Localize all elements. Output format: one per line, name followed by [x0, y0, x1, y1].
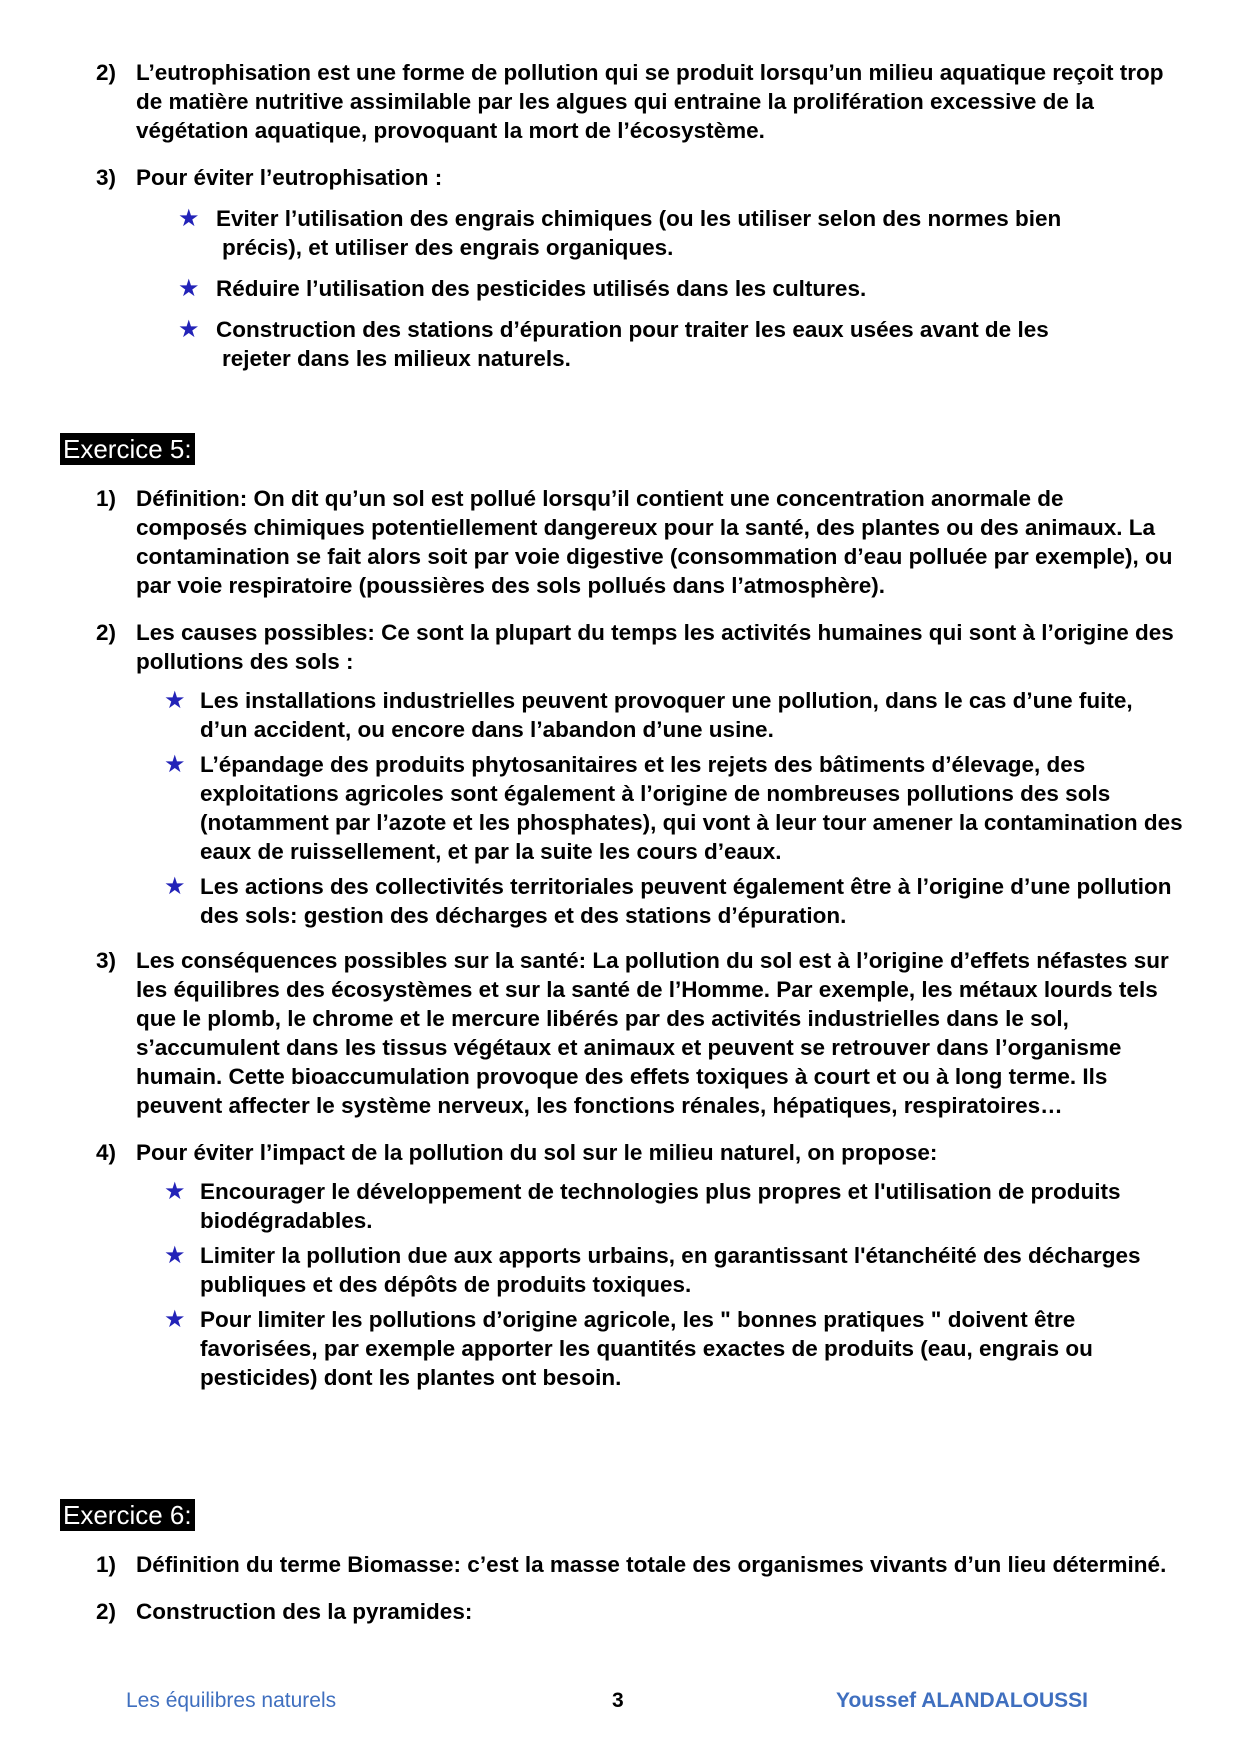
- star-icon: ★: [164, 873, 186, 900]
- star-icon: ★: [178, 316, 200, 343]
- item-text: Construction des la pyramides:: [136, 1599, 473, 1624]
- list-item-text: Eviter l’utilisation des engrais chimiques (ou les utiliser selon des normes bien: [216, 206, 1062, 231]
- list-item: [0, 315, 1240, 373]
- item-number: 2): [96, 60, 117, 85]
- item-text: L’eutrophisation est une forme de pollution qui se produit lorsqu’un milieu aquatique reçoit trop de matière nutritive assimilable par les algues qui entraine la prolifération excessive de la végétation aquatique, provoquant la mort de l’écosystème.: [136, 60, 1164, 143]
- answer-item: [0, 163, 1240, 192]
- list-item: [0, 686, 1240, 744]
- item-text: Pour éviter l’eutrophisation :: [136, 165, 443, 190]
- answer-item: [0, 1597, 1240, 1626]
- page-footer: [0, 1686, 1240, 1716]
- star-icon: ★: [164, 1242, 186, 1269]
- list-item: [0, 274, 1240, 303]
- list-item: [0, 1241, 1240, 1299]
- list-item-text: Pour limiter les pollutions d’origine agricole, les " bonnes pratiques " doivent être favorisées, par exemple apporter les quantités exactes de produits (eau, engrais ou pesticides) dont les plantes ont besoin.: [200, 1307, 1093, 1390]
- answer-item: [0, 946, 1240, 1120]
- item-text: Définition: On dit qu’un sol est pollué lorsqu’il contient une concentration anormale de composés chimiques potentiellement dangereux pour la santé, des plantes ou des animaux. La contamination se fait alors soit par voie digestive (consommation d’eau polluée par exemple), ou par voie respiratoire (poussières des sols pollués dans l’atmosphère).: [136, 486, 1173, 598]
- list-item-text: Construction des stations d’épuration pour traiter les eaux usées avant de les: [216, 317, 1049, 342]
- bullet-list: [0, 686, 1240, 930]
- list-item-text: Les installations industrielles peuvent provoquer une pollution, dans le cas d’une fuite, d’un accident, ou encore dans l’abandon d’une usine.: [200, 688, 1133, 742]
- item-number: 1): [96, 486, 117, 511]
- item-text: Les causes possibles: Ce sont la plupart du temps les activités humaines qui sont à l’origine des pollutions des sols :: [136, 620, 1174, 674]
- list-item-text-continued: précis), et utiliser des engrais organiques.: [222, 235, 674, 260]
- answer-item: [0, 618, 1240, 676]
- star-icon: ★: [178, 275, 200, 302]
- list-item: [0, 204, 1240, 262]
- list-item: [0, 1305, 1240, 1392]
- answer-item: [0, 58, 1240, 145]
- item-text: Définition du terme Biomasse: c’est la masse totale des organismes vivants d’un lieu déterminé.: [136, 1552, 1167, 1577]
- item-number: 3): [96, 948, 117, 973]
- star-icon: ★: [164, 687, 186, 714]
- list-item-text-continued: rejeter dans les milieux naturels.: [222, 346, 571, 371]
- item-number: 1): [96, 1552, 117, 1577]
- item-text: Les conséquences possibles sur la santé: La pollution du sol est à l’origine d’effets néfastes sur les équilibres des écosystèmes et sur la santé de l’Homme. Par exemple, les métaux lourds tels que le plomb, le chrome et le mercure libérés par des activités industrielles dans le sol, s’accumulent dans les tissus végétaux et animaux et peuvent se retrouver dans l’organisme humain. Cette bioaccumulation provoque des effets toxiques à court et ou à long terme. Ils peuvent affecter le système nerveux, les fonctions rénales, hépatiques, respiratoires…: [136, 948, 1169, 1118]
- list-item-text: Encourager le développement de technologies plus propres et l'utilisation de produits biodégradables.: [200, 1179, 1121, 1233]
- exercise-6-section: [0, 1550, 1240, 1644]
- item-number: 4): [96, 1140, 117, 1165]
- list-item-text: Limiter la pollution due aux apports urbains, en garantissant l'étanchéité des décharges publiques et des dépôts de produits toxiques.: [200, 1243, 1141, 1297]
- star-icon: ★: [164, 751, 186, 778]
- page-number: 3: [612, 1689, 624, 1712]
- star-icon: ★: [164, 1306, 186, 1333]
- answer-item: [0, 484, 1240, 600]
- exercise-5-heading: Exercice 5:: [60, 433, 195, 465]
- list-item-text: Les actions des collectivités territoriales peuvent également être à l’origine d’une pollution des sols: gestion des décharges et des stations d’épuration.: [200, 874, 1172, 928]
- item-number: 2): [96, 620, 117, 645]
- list-item: [0, 1177, 1240, 1235]
- item-number: 3): [96, 165, 117, 190]
- star-icon: ★: [164, 1178, 186, 1205]
- answer-item: [0, 1138, 1240, 1167]
- list-item: [0, 872, 1240, 930]
- list-item-text: L’épandage des produits phytosanitaires et les rejets des bâtiments d’élevage, des exploitations agricoles sont également à l’origine de nombreuses pollutions des sols (notamment par l’azote et les phosphates), qui vont à leur tour amener la contamination des eaux de ruissellement, et par la suite les cours d’eaux.: [200, 752, 1183, 864]
- star-icon: ★: [178, 205, 200, 232]
- answer-item: [0, 1550, 1240, 1579]
- exercise-6-heading: Exercice 6:: [60, 1499, 195, 1531]
- bullet-list: [0, 204, 1240, 373]
- footer-author: Youssef ALANDALOUSSI: [836, 1689, 1089, 1712]
- exercise-4-continuation: [0, 58, 1240, 385]
- item-number: 2): [96, 1599, 117, 1624]
- footer-course-title: Les équilibres naturels: [126, 1689, 337, 1712]
- bullet-list: [0, 1177, 1240, 1392]
- list-item: [0, 750, 1240, 866]
- exercise-5-section: [0, 484, 1240, 1398]
- list-item-text: Réduire l’utilisation des pesticides utilisés dans les cultures.: [216, 276, 867, 301]
- item-text: Pour éviter l’impact de la pollution du sol sur le milieu naturel, on propose:: [136, 1140, 938, 1165]
